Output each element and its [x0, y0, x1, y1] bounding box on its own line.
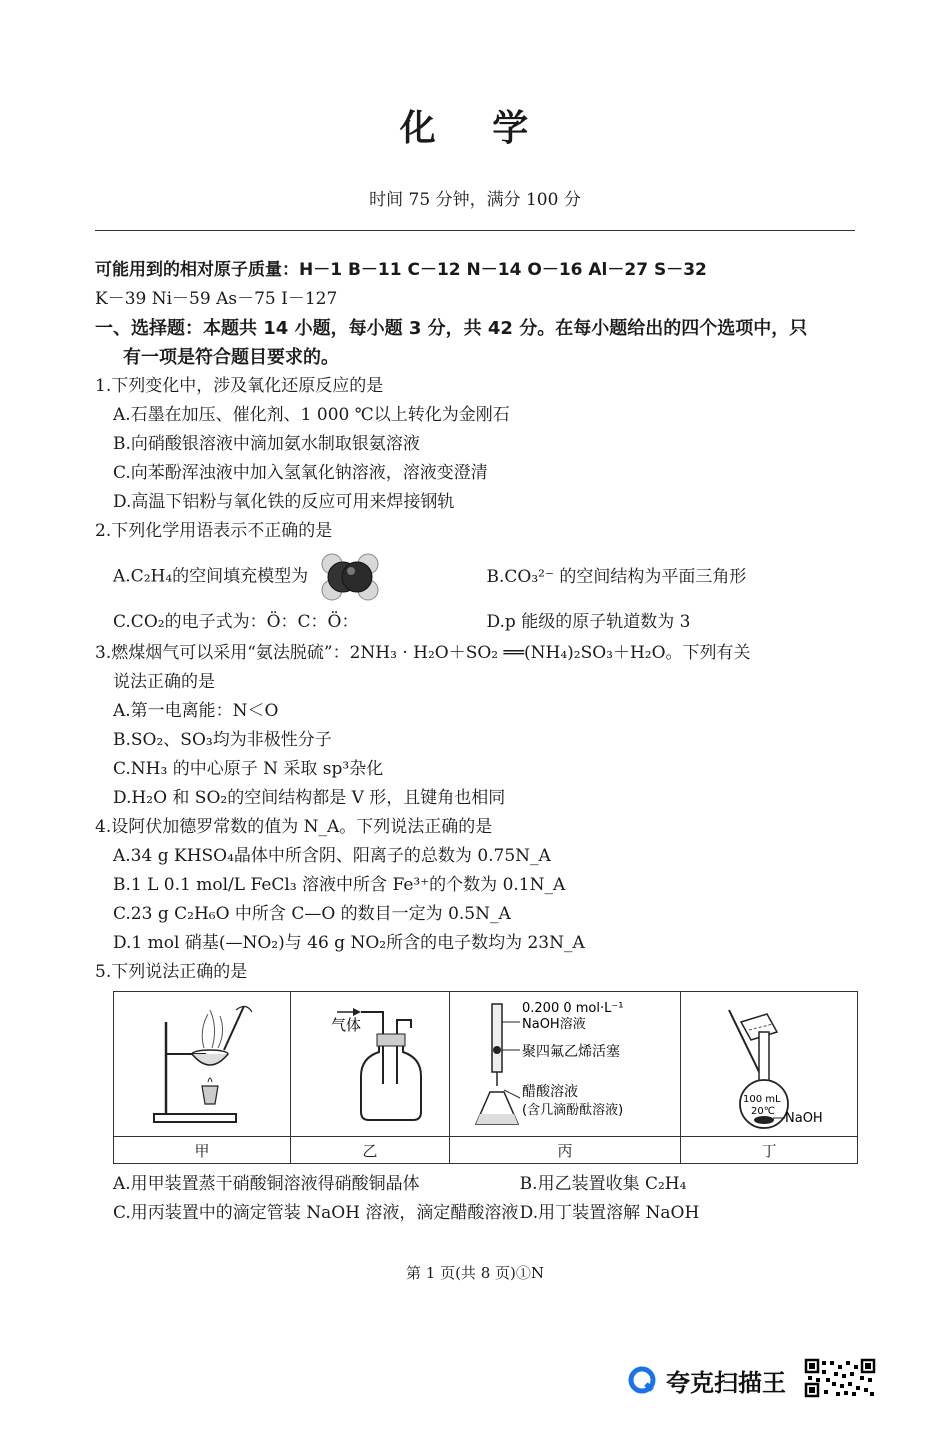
ethylene-space-filling-model-icon	[318, 551, 382, 603]
q2-option-b: B.CO₃²⁻ 的空间结构为平面三角形	[486, 566, 747, 587]
exam-time-info: 时间 75 分钟，满分 100 分	[369, 190, 581, 210]
apparatus-jia	[114, 992, 291, 1137]
stopcock-label: 聚四氟乙烯活塞	[522, 1044, 620, 1060]
q5-option-c: C.用丙装置中的滴定管装 NaOH 溶液，滴定醋酸溶液	[113, 1203, 519, 1223]
volumetric-flask-icon	[681, 992, 857, 1132]
q4-option-b: B.1 L 0.1 mol/L FeCl₃ 溶液中所含 Fe³⁺的个数为 0.1N_A	[113, 875, 566, 895]
q5-option-a: A.用甲装置蒸干硝酸铜溶液得硝酸铜晶体	[113, 1174, 420, 1194]
q3-option-a: A.第一电离能：N＜O	[113, 701, 279, 721]
q2-stem: 2.下列化学用语表示不正确的是	[95, 521, 333, 541]
flask-temperature: 20℃	[751, 1106, 775, 1117]
scanner-brand-text: 夸克扫描王	[666, 1368, 786, 1397]
scanner-logo-icon	[628, 1366, 656, 1394]
flask-volume: 100 mL	[743, 1094, 781, 1105]
apparatus-bing	[450, 992, 681, 1137]
q3-stem-cont: 说法正确的是	[113, 672, 215, 692]
q5-row-cd	[95, 1199, 860, 1228]
qr-code-icon	[804, 1358, 876, 1398]
apparatus-label-bing: 丙	[450, 1137, 681, 1164]
q1-stem: 1.下列变化中，涉及氧化还原反应的是	[95, 376, 384, 396]
apparatus-label-yi: 乙	[291, 1137, 450, 1164]
q5-stem: 5.下列说法正确的是	[95, 962, 248, 982]
page-title: 化 学	[399, 108, 551, 149]
gas-bottle-icon	[291, 992, 449, 1132]
q1-option-d: D.高温下铝粉与氧化铁的反应可用来焊接钢轨	[113, 492, 455, 512]
q5-option-b: B.用乙装置收集 C₂H₄	[519, 1174, 687, 1194]
q2-option-d: D.p 能级的原子轨道数为 3	[486, 612, 691, 632]
flask-content-label: 醋酸溶液	[522, 1084, 578, 1100]
scanner-watermark	[628, 1360, 786, 1400]
apparatus-yi	[291, 992, 450, 1137]
q3-stem: 3.燃煤烟气可以采用“氨法脱硫”：2NH₃ · H₂O＋SO₂ ══(NH₄)₂SO₃＋H₂O。下列有关	[95, 643, 751, 663]
section-heading: 一、选择题：本题共 14 小题，每小题 3 分，共 42 分。在每小题给出的四个选项中，只	[95, 318, 808, 339]
gas-label: 气体	[331, 1016, 362, 1034]
header-divider	[95, 230, 855, 231]
q1-option-b: B.向硝酸银溶液中滴加氨水制取银氨溶液	[113, 434, 420, 454]
atomic-mass-line-2: K－39 Ni－59 As－75 I－127	[95, 289, 338, 309]
exam-content	[95, 256, 860, 1228]
titration-setup-icon	[450, 992, 680, 1132]
q2-option-c: C.CO₂的电子式为：Ö：C：Ö：	[113, 612, 359, 632]
q5-row-ab	[95, 1170, 860, 1199]
section-heading-cont: 有一项是符合题目要求的。	[123, 347, 339, 368]
q4-option-d: D.1 mol 硝基(—NO₂)与 46 g NO₂所含的电子数均为 23N_A	[113, 933, 585, 953]
apparatus-label-ding: 丁	[681, 1137, 858, 1164]
q4-stem: 4.设阿伏加德罗常数的值为 N_A。下列说法正确的是	[95, 817, 493, 837]
burette-concentration: 0.200 0 mol·L⁻¹	[522, 1001, 624, 1016]
q5-option-d: D.用丁装置溶解 NaOH	[519, 1203, 700, 1223]
apparatus-table	[113, 991, 858, 1164]
apparatus-label-jia: 甲	[114, 1137, 291, 1164]
flask-content-note: (含几滴酚酞溶液)	[522, 1103, 624, 1118]
q2-option-a: A.C₂H₄的空间填充模型为	[113, 551, 487, 603]
q4-option-c: C.23 g C₂H₆O 中所含 C—O 的数目一定为 0.5N_A	[113, 904, 511, 924]
q3-option-c: C.NH₃ 的中心原子 N 采取 sp³杂化	[113, 759, 384, 779]
q3-option-b: B.SO₂、SO₃均为非极性分子	[113, 730, 332, 750]
q4-option-a: A.34 g KHSO₄晶体中所含阴、阳离子的总数为 0.75N_A	[113, 846, 551, 866]
q3-option-d: D.H₂O 和 SO₂的空间结构都是 V 形，且键角也相同	[113, 788, 506, 808]
apparatus-ding	[681, 992, 858, 1137]
q2-row-cd	[95, 608, 860, 637]
page-footer: 第 1 页(共 8 页)①N	[406, 1264, 544, 1282]
q2-row-ab	[95, 546, 860, 608]
atomic-mass-line-1: 可能用到的相对原子质量：H－1 B－11 C－12 N－14 O－16 Al－27 S－32	[95, 260, 707, 280]
naoh-label: NaOH	[785, 1111, 823, 1126]
evaporation-setup-icon	[114, 992, 290, 1132]
q1-option-a: A.石墨在加压、催化剂、1 000 ℃以上转化为金刚石	[113, 405, 510, 425]
q1-option-c: C.向苯酚浑浊液中加入氢氧化钠溶液，溶液变澄清	[113, 463, 488, 483]
burette-solution: NaOH溶液	[522, 1017, 586, 1032]
